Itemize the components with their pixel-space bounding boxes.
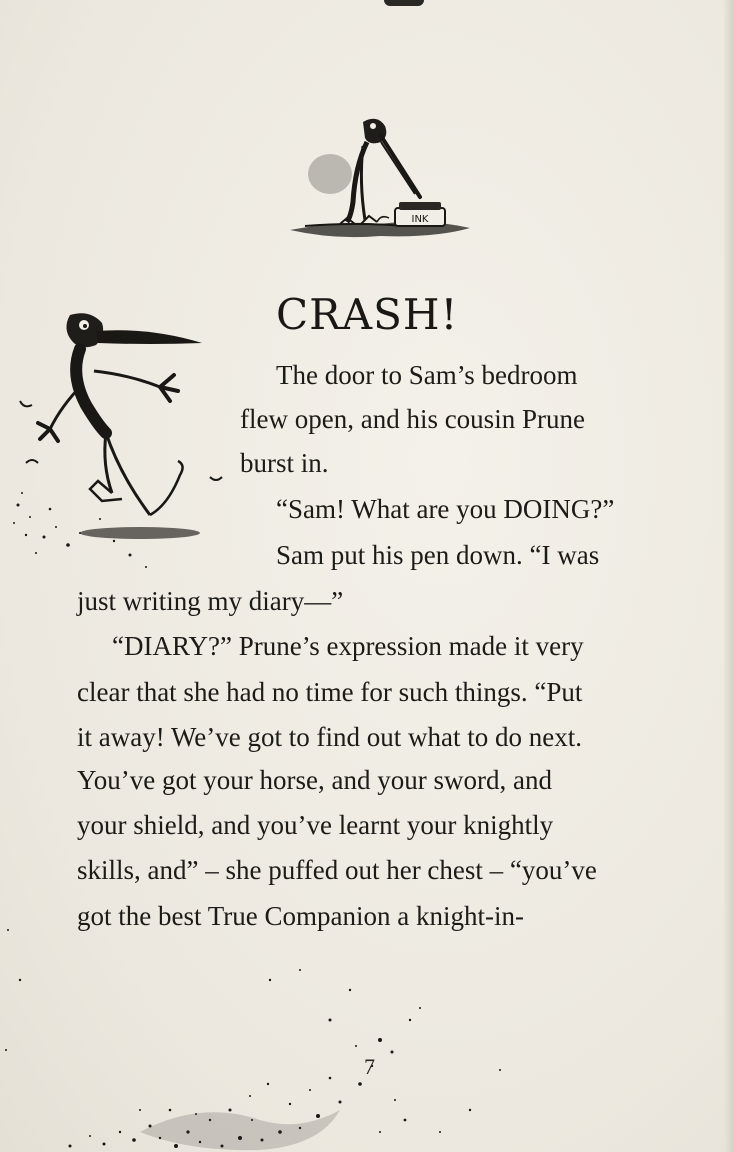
text-line: The door to Sam’s bedroom xyxy=(276,360,578,390)
text-line: flew open, and his cousin Prune xyxy=(240,404,585,434)
running-crow-illustration xyxy=(10,305,240,575)
text-line: “Sam! What are you DOING?” xyxy=(276,494,615,524)
text-line: got the best True Companion a knight-in- xyxy=(77,901,524,931)
page-edge xyxy=(724,0,734,1152)
chapter-heading: CRASH! xyxy=(276,290,459,339)
crow-ink-illustration xyxy=(285,112,475,247)
text-line: “DIARY?” Prune’s expression made it very xyxy=(112,631,584,661)
text-line: clear that she had no time for such things. “Put xyxy=(77,677,583,707)
text-line: your shield, and you’ve learnt your knightly xyxy=(77,810,554,840)
text-line: just writing my diary—” xyxy=(77,586,344,616)
text-line: skills, and” – she puffed out her chest – “you’ve xyxy=(77,855,597,885)
text-line: Sam put his pen down. “I was xyxy=(276,540,600,570)
text-line: it away! We’ve got to find out what to do next. xyxy=(77,722,582,752)
text-line: burst in. xyxy=(240,448,329,478)
text-line: You’ve got your horse, and your sword, and xyxy=(77,765,552,795)
top-ink-mark xyxy=(384,0,424,6)
ink-label: INK xyxy=(411,214,429,225)
page-number: 7 xyxy=(364,1054,375,1079)
